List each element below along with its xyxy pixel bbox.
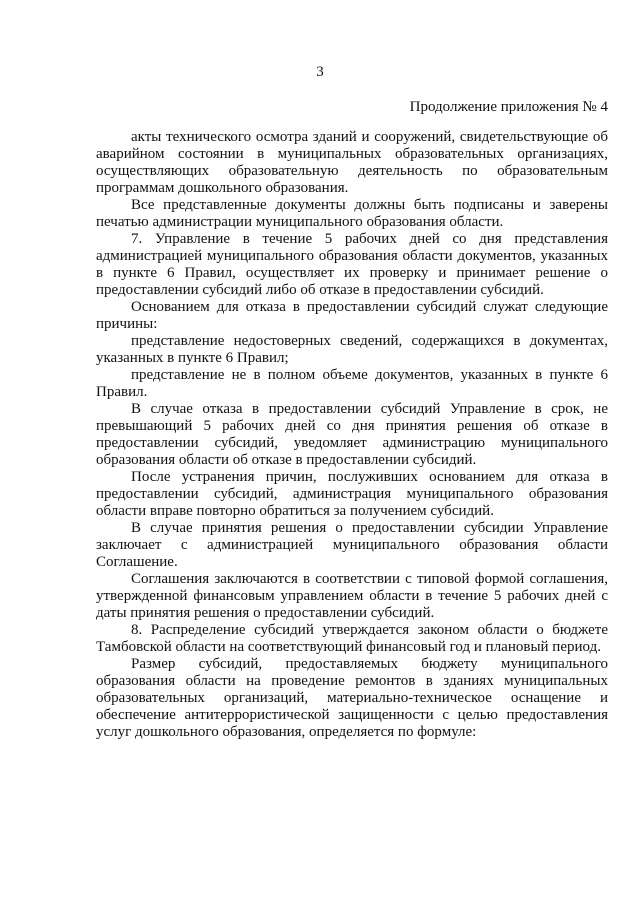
paragraph: Размер субсидий, предоставляемых бюджету муниципального образования области на проведение ремонтов в зданиях муниципальных образовательных организаций, материально-техническое оснащение и обеспечение антитеррористической защищенности с целью предоставления услуг дошкольного образования, определяется по формуле:	[96, 656, 608, 740]
paragraph: представление недостоверных сведений, содержащихся в документах, указанных в пункте 6 Правил;	[96, 333, 608, 366]
paragraph: В случае отказа в предоставлении субсидий Управление в срок, не превышающий 5 рабочих дней со дня принятия решения об отказе в предоставлении субсидий, уведомляет администрацию муниципального образования области об отказе в предоставлении субсидий.	[96, 401, 608, 468]
paragraph: представление не в полном объеме документов, указанных в пункте 6 Правил.	[96, 367, 608, 400]
appendix-label: Продолжение приложения № 4	[409, 99, 608, 115]
paragraph: Все представленные документы должны быть подписаны и заверены печатью администрации муниципального образования области.	[96, 197, 608, 230]
page-number: 3	[316, 64, 324, 80]
paragraph: Соглашения заключаются в соответствии с типовой формой соглашения, утвержденной финансовым управлением области в течение 5 рабочих дней с даты принятия решения о предоставлении субсидий.	[96, 571, 608, 621]
paragraph: 8. Распределение субсидий утверждается законом области о бюджете Тамбовской области на соответствующий финансовый год и плановый период.	[96, 622, 608, 655]
paragraph: После устранения причин, послуживших основанием для отказа в предоставлении субсидий, администрация муниципального образования области вправе повторно обратиться за получением субсидий.	[96, 469, 608, 519]
paragraph: 7. Управление в течение 5 рабочих дней со дня представления администрацией муниципального образования области документов, указанных в пункте 6 Правил, осуществляет их проверку и принимает решение о предоставлении субсидий либо об отказе в предоставлении субсидий.	[96, 231, 608, 298]
paragraph: акты технического осмотра зданий и сооружений, свидетельствующие об аварийном состоянии в муниципальных образовательных организациях, осуществляющих образовательную деятельность по образовательным программам дошкольного образования.	[96, 129, 608, 196]
paragraph: Основанием для отказа в предоставлении субсидий служат следующие причины:	[96, 299, 608, 332]
document-body	[96, 129, 608, 741]
paragraph: В случае принятия решения о предоставлении субсидии Управление заключает с администрацией муниципального образования области Соглашение.	[96, 520, 608, 570]
